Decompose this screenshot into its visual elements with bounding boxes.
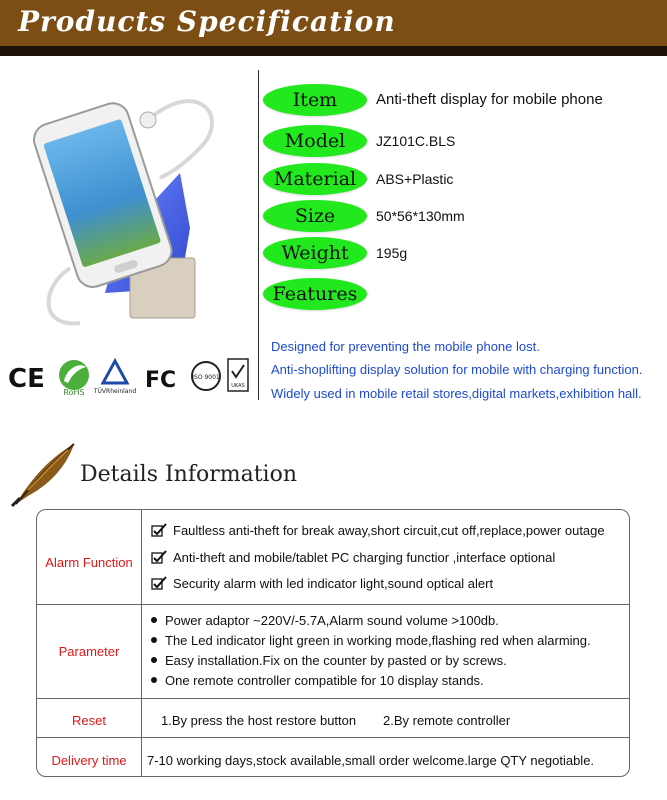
parameter-item: Easy installation.Fix on the counter by pasted or by screws.: [151, 653, 507, 668]
spec-weight-label: Weight: [281, 242, 349, 264]
parameter-item: The Led indicator light green in working mode,flashing red when alarming.: [151, 633, 591, 648]
alarm-item: Faultless anti-theft for break away,short circuit,cut off,replace,power outage: [151, 523, 605, 538]
row-label-alarm-function: Alarm Function: [45, 555, 133, 570]
spec-size-pill: [263, 200, 367, 232]
spec-features-pill: [263, 278, 367, 310]
spec-weight-pill: [263, 237, 367, 269]
row-label-parameter: Parameter: [58, 644, 120, 659]
reset-option: 2.By remote controller: [383, 713, 511, 728]
reset-option: 1.By press the host restore button: [161, 713, 357, 728]
quill-icon: [8, 440, 78, 508]
feature-line: Widely used in mobile retail stores,digital markets,exhibition hall.: [271, 386, 642, 401]
checkbox-icon: [151, 576, 167, 590]
feature-line: Anti-shoplifting display solution for mobile with charging function.: [271, 362, 643, 377]
svg-text:UKAS: UKAS: [231, 383, 245, 389]
feature-line: Designed for preventing the mobile phone lost.: [271, 339, 540, 354]
row-label-reset: Reset: [72, 713, 106, 728]
svg-text:ISO 9001: ISO 9001: [192, 374, 220, 381]
alarm-item: Anti-theft and mobile/tablet PC charging functior ,interface optional: [151, 550, 555, 565]
row-divider: [37, 604, 629, 605]
spec-material-pill: [263, 163, 367, 195]
bullet-icon: [151, 677, 157, 683]
delivery-text: 7-10 working days,stock available,small order welcome.large QTY negotiable.: [147, 753, 595, 768]
spec-model-value: JZ101C.BLS: [376, 133, 456, 149]
certification-logos: [8, 355, 253, 399]
alarm-item: Security alarm with led indicator light,sound optical alert: [151, 576, 493, 591]
row-divider: [37, 737, 629, 738]
spec-material-value: ABS+Plastic: [376, 171, 454, 187]
checkbox-icon: [151, 523, 167, 537]
details-title: Details Information: [80, 462, 298, 487]
rohs-logo: [59, 360, 89, 397]
row-divider: [37, 698, 629, 699]
spec-features-label: Features: [272, 283, 358, 305]
page-title: Products Specification: [18, 5, 396, 38]
product-image: [30, 78, 225, 338]
spec-model-pill: [263, 125, 367, 157]
details-table: [36, 509, 630, 777]
spec-material-label: Material: [273, 168, 357, 190]
fc-logo: FC: [145, 368, 177, 393]
checkbox-icon: [151, 550, 167, 564]
ce-logo: CE: [8, 364, 45, 394]
spec-item-pill: [263, 84, 367, 116]
spec-size-value: 50*56*130mm: [376, 208, 465, 224]
parameter-item: Power adaptor ~220V/-5.7A,Alarm sound volume >100db.: [151, 613, 499, 628]
bullet-icon: [151, 637, 157, 643]
row-label-delivery-time: Delivery time: [51, 753, 127, 768]
spec-size-label: Size: [294, 205, 336, 227]
tuv-logo: [93, 361, 136, 395]
spec-weight-value: 195g: [376, 245, 408, 261]
bullet-icon: [151, 657, 157, 663]
parameter-item: One remote controller compatible for 10 display stands.: [151, 673, 484, 688]
iso-logo: [192, 362, 220, 390]
spec-item-value: Anti-theft display for mobile phone: [376, 91, 603, 108]
header-underline: [0, 46, 667, 56]
svg-text:RoHS: RoHS: [63, 388, 85, 397]
vertical-divider: [258, 70, 259, 400]
spec-item-label: Item: [292, 89, 338, 111]
bullet-icon: [151, 617, 157, 623]
spec-model-label: Model: [284, 130, 346, 152]
ukas-logo: [228, 359, 248, 391]
svg-text:TÜVRheinland: TÜVRheinland: [93, 388, 137, 395]
